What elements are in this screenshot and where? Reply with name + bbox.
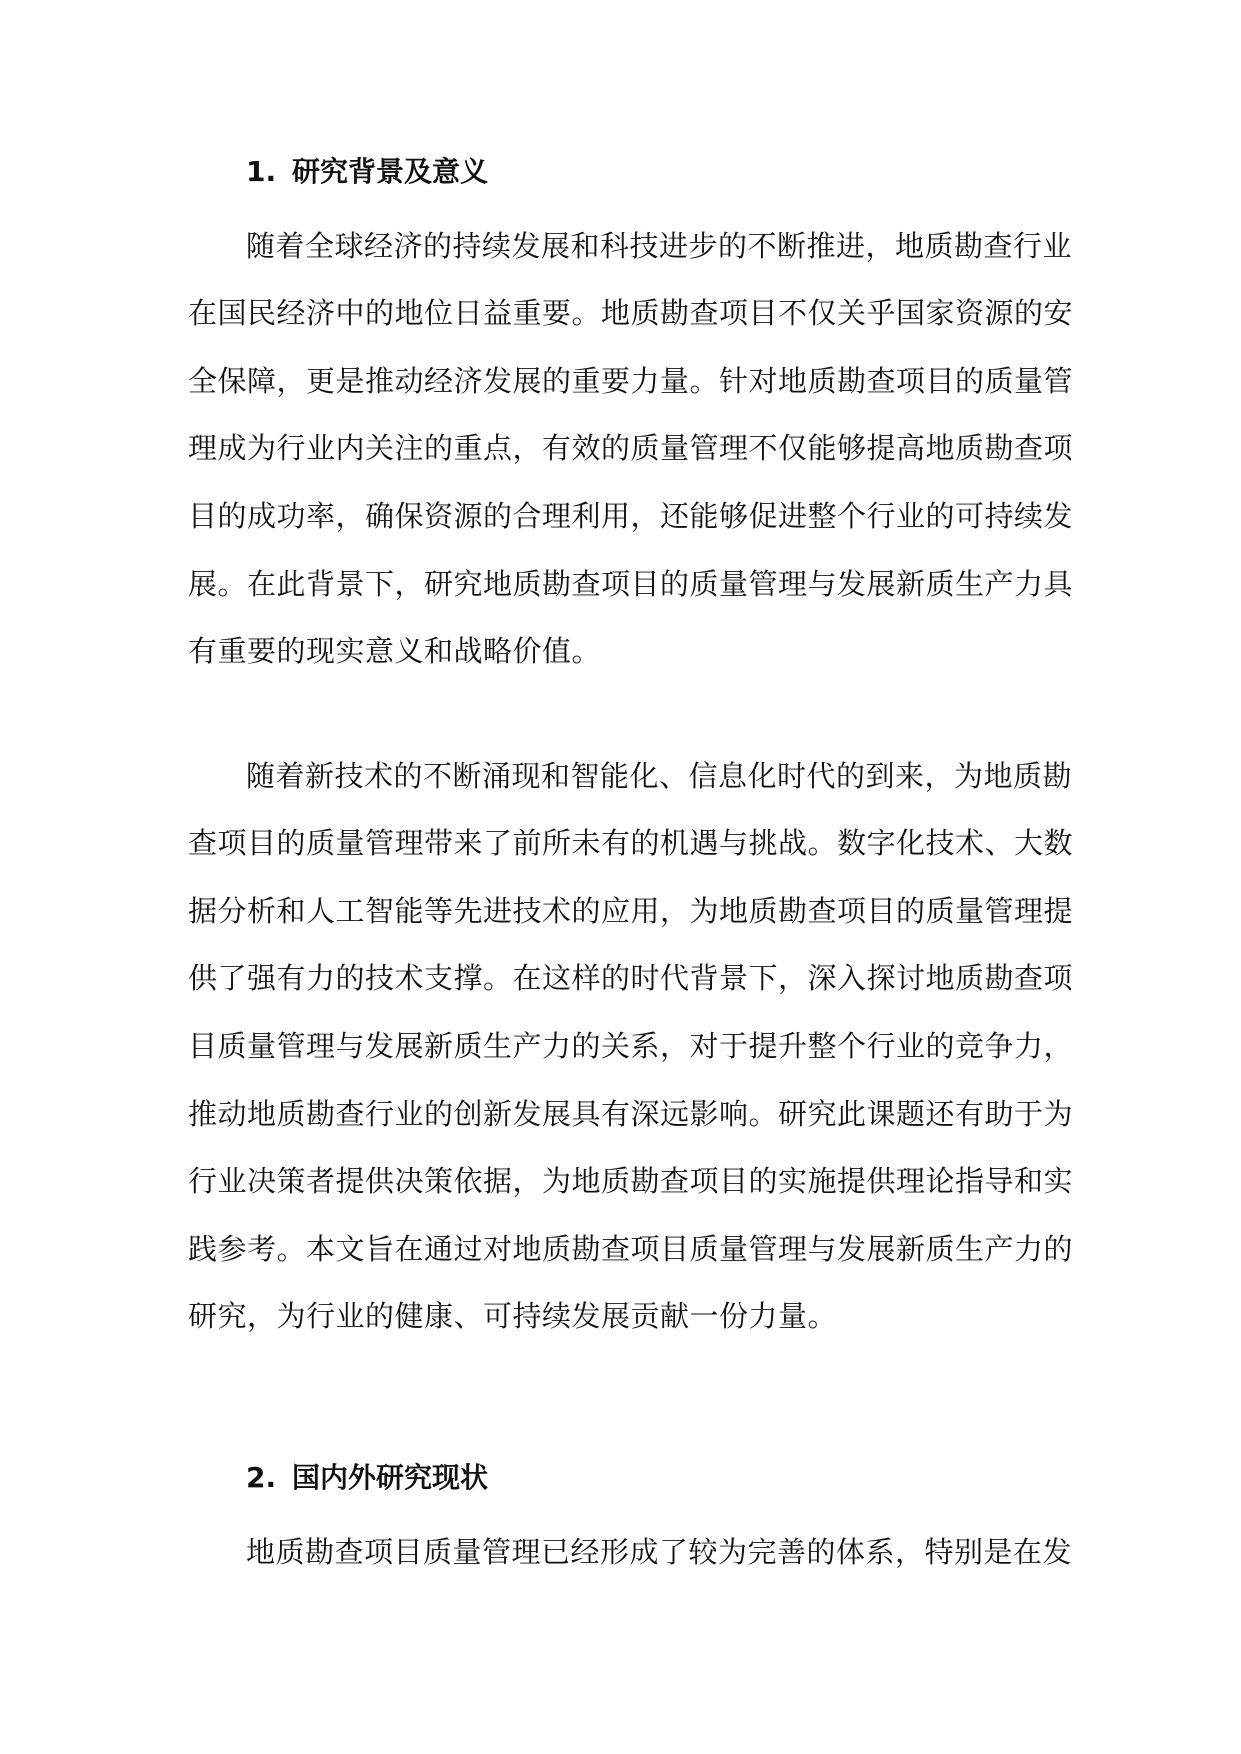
section-title: 国内外研究现状 [292,1461,489,1494]
text-line: 行业决策者提供决策依据，为地质勘查项目的实施提供理论指导和实 [188,1164,1074,1198]
text-line: 随着新技术的不断涌现和智能化、信息化时代的到来，为地质勘 [246,759,1073,793]
text-line: 践参考。本文旨在通过对地质勘查项目质量管理与发展新质生产力的 [188,1232,1074,1266]
section-number: 1. [246,155,277,188]
text-line: 理成为行业内关注的重点，有效的质量管理不仅能够提高地质勘查项 [188,431,1074,465]
text-line: 地质勘查项目质量管理已经形成了较为完善的体系，特别是在发 [246,1535,1073,1569]
text-line: 全保障，更是推动经济发展的重要力量。针对地质勘查项目的质量管 [188,364,1074,398]
section-title: 研究背景及意义 [292,155,489,188]
text-line: 在国民经济中的地位日益重要。地质勘查项目不仅关乎国家资源的安 [188,296,1074,330]
section-number: 2. [246,1461,277,1494]
text-line: 展。在此背景下，研究地质勘查项目的质量管理与发展新质生产力具 [188,567,1074,601]
section-heading-1 [246,152,488,192]
text-line: 据分析和人工智能等先进技术的应用，为地质勘查项目的质量管理提 [188,894,1074,928]
text-line: 随着全球经济的持续发展和科技进步的不断推进，地质勘查行业 [246,229,1073,263]
text-line: 目的成功率，确保资源的合理利用，还能够促进整个行业的可持续发 [188,499,1074,533]
text-line: 研究，为行业的健康、可持续发展贡献一份力量。 [188,1299,838,1333]
text-line: 目质量管理与发展新质生产力的关系，对于提升整个行业的竞争力， [188,1029,1074,1063]
text-line: 有重要的现实意义和战略价值。 [188,634,602,668]
text-line: 推动地质勘查行业的创新发展具有深远影响。研究此课题还有助于为 [188,1097,1074,1131]
text-line: 查项目的质量管理带来了前所未有的机遇与挑战。数字化技术、大数 [188,826,1074,860]
text-line: 供了强有力的技术支撑。在这样的时代背景下，深入探讨地质勘查项 [188,961,1074,995]
section-heading-2 [246,1458,488,1498]
